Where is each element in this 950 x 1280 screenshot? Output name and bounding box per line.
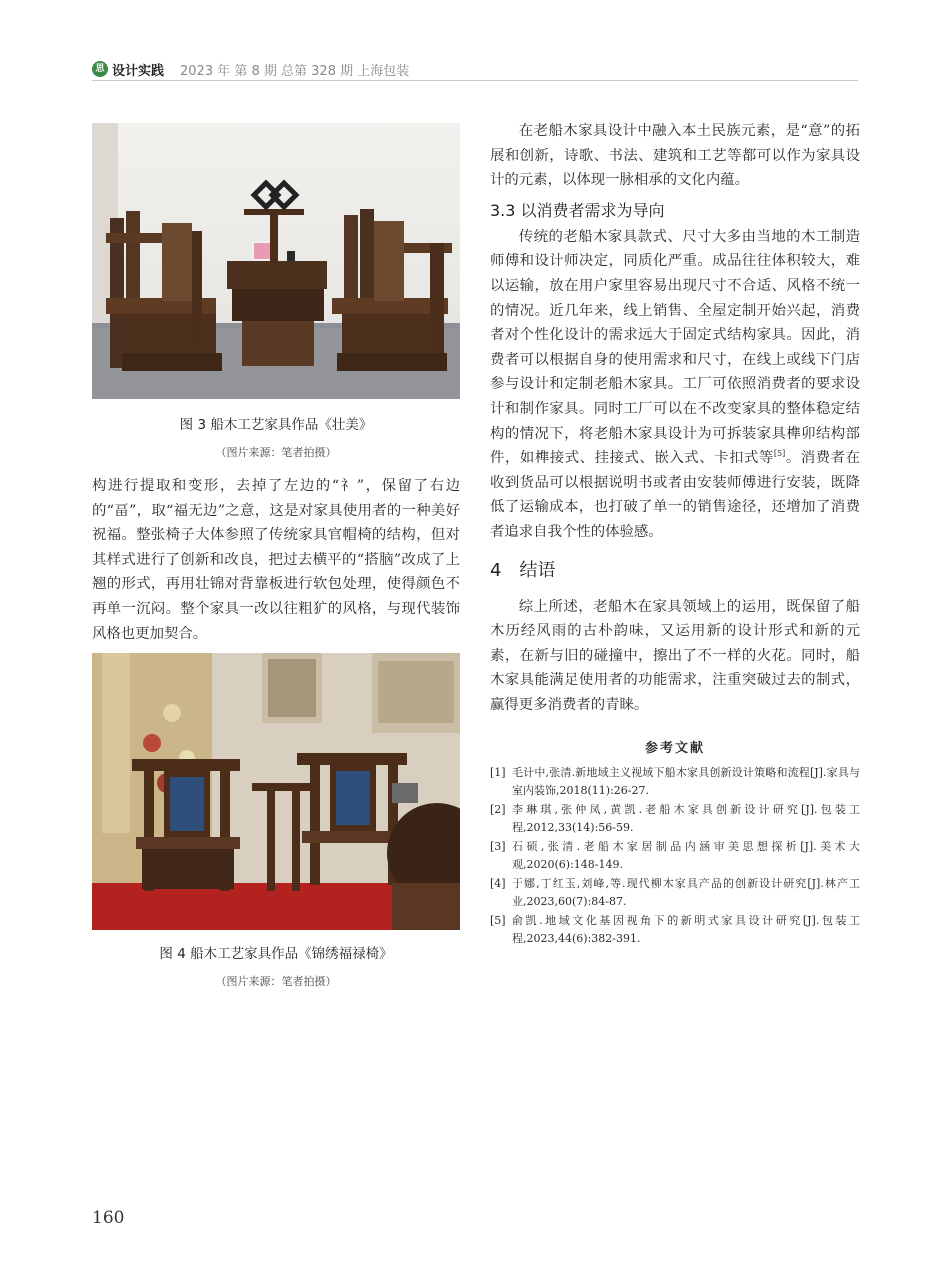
reference-number: [4]: [490, 877, 506, 891]
page-number: 160: [92, 1208, 125, 1228]
section-3-3-text-b: 。消费者在收到货品可以根据说明书或者由安装师傅进行安装，既降低了运输成本，也打破了单一的销售途径，还增加了消费者追求自我个性的体验感。: [490, 450, 860, 540]
figure-3-source: （图片来源：笔者拍摄）: [215, 446, 337, 459]
section-4-heading: [490, 557, 860, 585]
citation-marker: [5]: [773, 449, 786, 459]
references-list: [490, 764, 860, 947]
issue-info: 2023 年 第 8 期 总第 328 期 上海包装: [180, 63, 410, 79]
conclusion-paragraph: 综上所述，老船木在家具领域上的运用，既保留了船木历经风雨的古朴韵味，又运用新的设计形式和新的元素，在新与旧的碰撞中，擦出了不一样的火花。同时，船木家具能满足使用者的功能需求，注重突破过去的制式，赢得更多消费者的青睐。: [490, 598, 860, 713]
reference-number: [3]: [490, 840, 506, 854]
figure-4-source: （图片来源：笔者拍摄）: [215, 975, 337, 988]
section-4-title: 结语: [519, 559, 556, 581]
page-header: [92, 58, 858, 81]
figure-4-caption: 图 4 船木工艺家具作品《锦绣福禄椅》: [159, 946, 393, 962]
reference-text: 毛计中,张清.新地域主义视域下船木家具创新设计策略和流程[J].家具与室内装饰,2018(11):26-27.: [512, 766, 860, 797]
journal-logo-icon: 思: [92, 61, 108, 77]
figure-3-photo: [92, 123, 460, 399]
reference-number: [2]: [490, 803, 506, 817]
reference-item: [490, 912, 860, 947]
section-3-3-text-a: 传统的老船木家具款式、尺寸大多由当地的木工制造师傅和设计师决定，同质化严重。成品往往体积较大，难以运输，放在用户家里容易出现尺寸不合适、风格不统一的情况。近几年来，线上销售、全屋定制开始兴起，消费者对个性化设计的需求远大于固定式结构家具。因此，消费者可以根据自身的使用需求和尺寸，在线上或线下门店参与设计和定制老船木家具。工厂可依照消费者的要求设计和制作家具。同时工厂可以在不改变家具的整体稳定结构的情况下，将老船木家具设计为可拆装家具榫卯结构部件，如榫接式、挂接式、嵌入式、卡扣式等: [490, 228, 860, 467]
reference-number: [5]: [490, 914, 506, 928]
reference-text: 石硕,张清.老船木家居制品内涵审美思想探析[J].美术大观,2020(6):148-149.: [512, 840, 860, 871]
figure-3-caption: 图 3 船木工艺家具作品《壮美》: [179, 417, 373, 433]
references-title: 参考文献: [644, 741, 705, 757]
reference-item: [490, 875, 860, 910]
reference-item: [490, 764, 860, 799]
reference-text: 于娜,丁红玉,刘峰,等.现代柳木家具产品的创新设计研究[J].林产工业,2023,60(7):84-87.: [512, 877, 860, 908]
section-3-3-heading: 3.3 以消费者需求为导向: [490, 200, 665, 220]
left-column-text: [92, 474, 460, 646]
figure-4-photo: [92, 653, 460, 930]
reference-text: 俞凯.地域文化基因视角下的新明式家具设计研究[J].包装工程,2023,44(6):382-391.: [512, 914, 860, 945]
reference-item: [490, 801, 860, 836]
reference-number: [1]: [490, 766, 506, 780]
section-label: 设计实践: [112, 63, 165, 79]
section-4-number: 4: [490, 559, 502, 581]
reference-item: [490, 838, 860, 873]
right-column: [490, 119, 860, 949]
intro-paragraph: 在老船木家具设计中融入本土民族元素，是“意”的拓展和创新，诗歌、书法、建筑和工艺等都可以作为家具设计的元素，以体现一脉相承的文化内蕴。: [490, 123, 860, 189]
section-3-3-paragraph: [490, 225, 860, 545]
reference-text: 李琳琪,张仲凤,黄凯.老船木家具创新设计研究[J].包装工程,2012,33(14):56-59.: [512, 803, 860, 834]
body-paragraph: 构进行提取和变形，去掉了左边的“礻”，保留了右边的“畐”，取“福无边”之意，这是对家具使用者的一种美好祝福。整张椅子大体参照了传统家具官帽椅的结构，但对其样式进行了创新和改良，把过去横平的“搭脑”改成了上翘的形式，再用壮锦对背靠板进行软包处理，使得颜色不再单一沉闷。整个家具一改以往粗犷的风格，与现代装饰风格也更加契合。: [92, 478, 460, 642]
